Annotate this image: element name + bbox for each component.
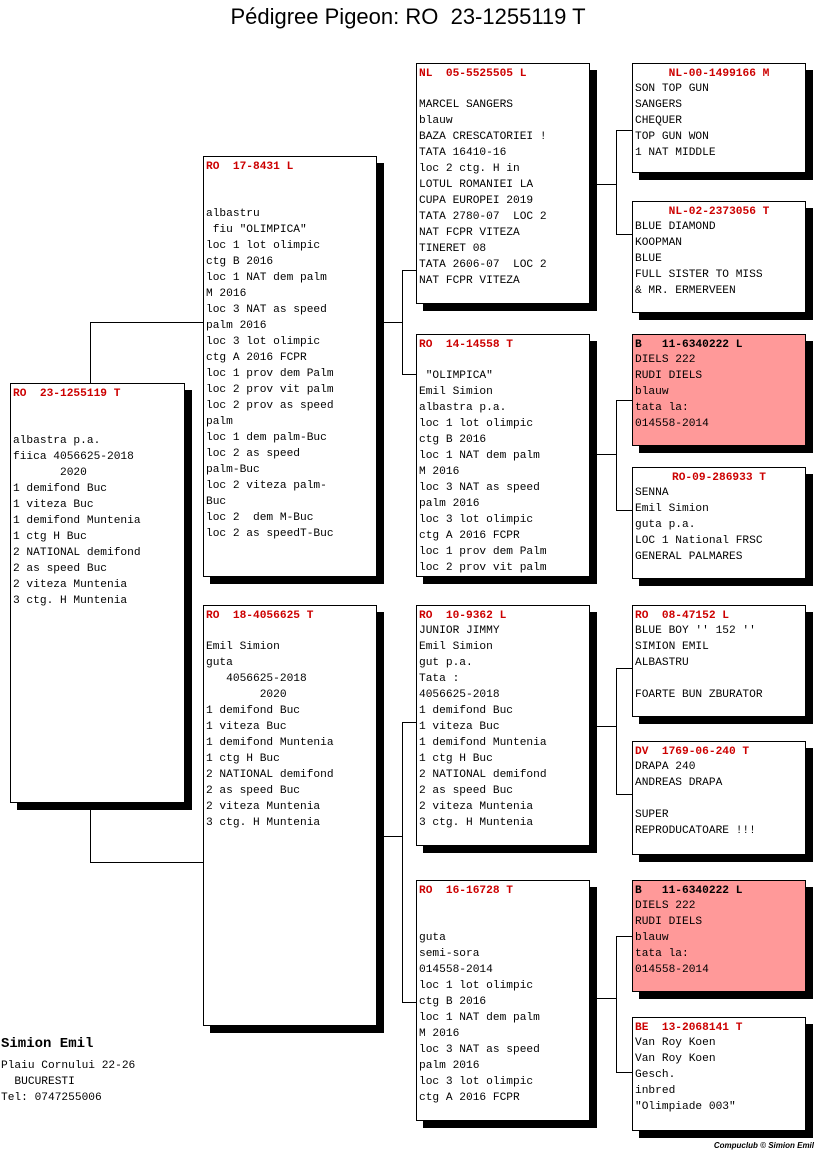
pedigree-line: 2020: [13, 467, 87, 479]
pedigree-line: tata la:: [635, 948, 689, 960]
ring-number: RO 10-9362 L: [419, 610, 507, 622]
connector-line: [376, 322, 402, 323]
connector-line: [616, 936, 617, 1072]
pedigree-line: palm 2016: [419, 498, 480, 510]
card-body: [633, 898, 805, 978]
pedigree-line: [419, 352, 589, 368]
pedigree-line: REPRODUCATOARE !!!: [635, 825, 756, 837]
owner-address: Plaiu Cornului 22-26: [1, 1060, 136, 1072]
connector-line: [90, 322, 204, 323]
pigeon-card-dds[interactable]: [632, 880, 806, 992]
connector-line: [589, 726, 616, 727]
pedigree-line: 2 NATIONAL demifond: [13, 547, 141, 559]
pedigree-line: semi-sora: [419, 948, 480, 960]
pedigree-line: 1 demifond Muntenia: [419, 737, 547, 749]
ring-number: DV 1769-06-240 T: [635, 746, 750, 758]
footer-credit: Compuclub © Simion Emil: [713, 1141, 814, 1150]
pedigree-line: 2 as speed Buc: [419, 785, 513, 797]
pedigree-line: [13, 401, 184, 417]
ring-number: RO 23-1255119 T: [13, 388, 121, 400]
pedigree-line: blauw: [419, 115, 453, 127]
pedigree-line: loc 2 as speed: [206, 448, 300, 460]
pedigree-line: SUPER: [635, 809, 669, 821]
ring-number: BE 13-2068141 T: [635, 1022, 743, 1034]
pedigree-line: 1 demifond Buc: [419, 705, 513, 717]
card-body: [417, 623, 589, 831]
pedigree-line: loc 2 dem M-Buc: [206, 512, 314, 524]
pedigree-line: NAT FCPR VITEZA: [419, 275, 520, 287]
pedigree-line: loc 3 lot olimpic: [206, 336, 321, 348]
pedigree-line: 2 viteza Muntenia: [419, 801, 534, 813]
pedigree-line: Emil Simion: [419, 386, 493, 398]
pigeon-card-dam-sire[interactable]: [416, 605, 590, 846]
pedigree-line: blauw: [635, 932, 669, 944]
pedigree-line: fiu "OLIMPICA": [206, 224, 307, 236]
card-body: [417, 81, 589, 289]
pedigree-line: palm 2016: [419, 1060, 480, 1072]
pedigree-line: 2 viteza Muntenia: [13, 579, 128, 591]
pedigree-line: loc 2 prov as speed: [206, 400, 334, 412]
pedigree-line: guta p.a.: [635, 519, 696, 531]
ring-number: NL-02-2373056 T: [668, 206, 770, 218]
pedigree-line: SIMION EMIL: [635, 641, 709, 653]
ring-number: RO 17-8431 L: [206, 161, 294, 173]
pedigree-line: Van Roy Koen: [635, 1053, 716, 1065]
pigeon-card-dss[interactable]: [632, 605, 806, 717]
pedigree-line: [419, 914, 589, 930]
pedigree-line: ctg A 2016 FCPR: [206, 352, 307, 364]
pedigree-line: loc 1 lot olimpic: [206, 240, 321, 252]
pedigree-line: "OLIMPICA": [419, 370, 493, 382]
owner-name: Simion Emil: [1, 1036, 94, 1052]
pedigree-line: SENNA: [635, 487, 669, 499]
pedigree-line: TINERET 08: [419, 243, 487, 255]
pedigree-line: RUDI DIELS: [635, 370, 703, 382]
card-body: [633, 759, 805, 839]
pedigree-line: loc 3 NAT as speed: [206, 304, 327, 316]
pedigree-line: TATA 2606-07 LOC 2: [419, 259, 547, 271]
pedigree-line: LOC 1 National FRSC: [635, 535, 763, 547]
pedigree-line: MARCEL SANGERS: [419, 99, 513, 111]
pedigree-line: fiica 4056625-2018: [13, 451, 134, 463]
owner-phone: Tel: 0747255006: [1, 1092, 102, 1104]
pedigree-line: 1 ctg H Buc: [419, 753, 493, 765]
pedigree-line: loc 1 dem palm-Buc: [206, 432, 327, 444]
pedigree-line: TATA 16410-16: [419, 147, 507, 159]
pedigree-line: BLUE DIAMOND: [635, 221, 716, 233]
pedigree-line: loc 3 NAT as speed: [419, 482, 540, 494]
pedigree-line: RUDI DIELS: [635, 916, 703, 928]
pedigree-line: loc 1 NAT dem palm: [206, 272, 327, 284]
pedigree-line: 1 viteza Buc: [13, 499, 94, 511]
pedigree-line: ctg B 2016: [419, 996, 487, 1008]
connector-line: [90, 862, 204, 863]
pedigree-line: [13, 417, 184, 433]
pedigree-line: FULL SISTER TO MISS: [635, 269, 763, 281]
pigeon-card-sire[interactable]: [203, 156, 377, 577]
pedigree-line: loc 1 lot olimpic: [419, 418, 534, 430]
pedigree-line: gut p.a.: [419, 657, 473, 669]
pigeon-card-sire-dam[interactable]: [416, 334, 590, 577]
pedigree-line: GENERAL PALMARES: [635, 551, 743, 563]
card-body: [633, 352, 805, 432]
pedigree-line: loc 3 lot olimpic: [419, 1076, 534, 1088]
card-body: [417, 352, 589, 576]
ring-number: RO 16-16728 T: [419, 885, 513, 897]
connector-line: [402, 270, 403, 374]
pedigree-line: loc 2 prov vit palm: [206, 384, 334, 396]
pedigree-line: DIELS 222: [635, 900, 696, 912]
connector-line: [616, 234, 632, 235]
pedigree-line: 1 ctg H Buc: [206, 753, 280, 765]
connector-line: [616, 668, 632, 669]
pedigree-line: BAZA CRESCATORIEI !: [419, 131, 547, 143]
pedigree-line: loc 2 ctg. H in: [419, 163, 520, 175]
pedigree-line: loc 2 prov vit palm: [419, 562, 547, 574]
pedigree-line: loc 1 NAT dem palm: [419, 1012, 540, 1024]
pedigree-line: 4056625-2018: [419, 689, 500, 701]
pedigree-line: Emil Simion: [206, 641, 280, 653]
connector-line: [616, 668, 617, 794]
pedigree-line: 2 NATIONAL demifond: [419, 769, 547, 781]
pedigree-line: 1 viteza Buc: [419, 721, 500, 733]
connector-line: [616, 130, 617, 234]
pedigree-line: DRAPA 240: [635, 761, 696, 773]
pedigree-line: [206, 190, 376, 206]
page-title: Pédigree Pigeon: RO 23-1255119 T: [230, 4, 586, 29]
pedigree-line: [419, 81, 589, 97]
pedigree-line: M 2016: [419, 466, 460, 478]
pedigree-line: loc 1 NAT dem palm: [419, 450, 540, 462]
pedigree-line: KOOPMAN: [635, 237, 682, 249]
pedigree-line: 014558-2014: [419, 964, 493, 976]
pedigree-line: SANGERS: [635, 99, 682, 111]
card-body: [204, 623, 376, 831]
card-body: [11, 401, 184, 609]
pedigree-line: 1 ctg H Buc: [13, 531, 87, 543]
pigeon-card-dam[interactable]: [203, 605, 377, 1026]
pedigree-line: M 2016: [419, 1028, 460, 1040]
pigeon-card-dsd[interactable]: [632, 741, 806, 855]
ring-number: B 11-6340222 L: [635, 885, 743, 897]
connector-line: [616, 400, 617, 510]
pedigree-line: Tata :: [419, 673, 460, 685]
connector-line: [90, 322, 91, 384]
pigeon-card-ssd[interactable]: [632, 201, 806, 313]
pedigree-line: 2 as speed Buc: [13, 563, 107, 575]
connector-line: [589, 454, 616, 455]
ring-number: RO-09-286933 T: [672, 472, 766, 484]
pedigree-line: 014558-2014: [635, 418, 709, 430]
pedigree-line: ctg A 2016 FCPR: [419, 1092, 520, 1104]
card-body: [633, 485, 805, 565]
pedigree-line: loc 1 prov dem Palm: [206, 368, 334, 380]
ring-number: RO 18-4056625 T: [206, 610, 314, 622]
card-body: [633, 81, 805, 161]
pedigree-line: TATA 2780-07 LOC 2: [419, 211, 547, 223]
pedigree-line: JUNIOR JIMMY: [419, 625, 500, 637]
pedigree-line: 014558-2014: [635, 964, 709, 976]
connector-line: [90, 802, 91, 862]
pedigree-line: TOP GUN WON: [635, 131, 709, 143]
pedigree-line: [419, 898, 589, 914]
pedigree-line: tata la:: [635, 402, 689, 414]
pedigree-line: ANDREAS DRAPA: [635, 777, 723, 789]
connector-line: [616, 510, 632, 511]
pedigree-line: [206, 623, 376, 639]
pedigree-line: 3 ctg. H Muntenia: [419, 817, 534, 829]
ring-number: RO 14-14558 T: [419, 339, 513, 351]
pedigree-line: loc 3 NAT as speed: [419, 1044, 540, 1056]
connector-line: [616, 794, 632, 795]
pedigree-line: albastru: [206, 208, 260, 220]
card-body: [633, 1035, 805, 1115]
pedigree-line: "Olimpiade 003": [635, 1101, 736, 1113]
pedigree-line: SON TOP GUN: [635, 83, 709, 95]
connector-line: [616, 936, 632, 937]
pedigree-line: 1 NAT MIDDLE: [635, 147, 716, 159]
pedigree-line: albastra p.a.: [13, 435, 101, 447]
pedigree-line: BLUE: [635, 253, 662, 265]
card-body: [417, 898, 589, 1106]
connector-line: [376, 836, 402, 837]
pedigree-line: 2 viteza Muntenia: [206, 801, 321, 813]
pedigree-line: inbred: [635, 1085, 676, 1097]
pedigree-line: 1 demifond Muntenia: [206, 737, 334, 749]
ring-number: NL 05-5525505 L: [419, 68, 527, 80]
pedigree-line: palm-Buc: [206, 464, 260, 476]
pedigree-line: loc 2 as speedT-Buc: [206, 528, 334, 540]
pigeon-card-sire-sire[interactable]: [416, 63, 590, 304]
pedigree-line: BLUE BOY '' 152 '': [635, 625, 756, 637]
pedigree-line: Buc: [206, 496, 227, 508]
pedigree-line: guta: [206, 657, 233, 669]
pedigree-line: palm 2016: [206, 320, 267, 332]
pedigree-line: Gesch.: [635, 1069, 676, 1081]
pedigree-line: 2 as speed Buc: [206, 785, 300, 797]
pigeon-card-sds[interactable]: [632, 334, 806, 446]
pedigree-line: CUPA EUROPEI 2019: [419, 195, 534, 207]
connector-line: [616, 1072, 632, 1073]
pedigree-line: 2020: [206, 689, 287, 701]
pedigree-line: FOARTE BUN ZBURATOR: [635, 689, 763, 701]
owner-city: BUCURESTI: [1, 1076, 75, 1088]
pedigree-line: loc 1 lot olimpic: [419, 980, 534, 992]
pigeon-card-sss[interactable]: [632, 63, 806, 173]
pigeon-card-subject[interactable]: [10, 383, 185, 803]
pedigree-line: loc 1 prov dem Palm: [419, 546, 547, 558]
pedigree-line: [635, 671, 805, 687]
pedigree-line: LOTUL ROMANIEI LA: [419, 179, 534, 191]
pedigree-line: Emil Simion: [419, 641, 493, 653]
ring-number: B 11-6340222 L: [635, 339, 743, 351]
pedigree-line: 1 demifond Muntenia: [13, 515, 141, 527]
pedigree-line: 3 ctg. H Muntenia: [13, 595, 128, 607]
pedigree-line: ctg A 2016 FCPR: [419, 530, 520, 542]
pedigree-line: M 2016: [206, 288, 247, 300]
pedigree-line: 3 ctg. H Muntenia: [206, 817, 321, 829]
pedigree-line: ALBASTRU: [635, 657, 689, 669]
connector-line: [616, 130, 632, 131]
pedigree-line: & MR. ERMERVEEN: [635, 285, 736, 297]
pedigree-line: guta: [419, 932, 446, 944]
card-body: [633, 623, 805, 703]
connector-line: [616, 400, 632, 401]
pedigree-line: ctg B 2016: [419, 434, 487, 446]
pedigree-line: palm: [206, 416, 233, 428]
pedigree-line: DIELS 222: [635, 354, 696, 366]
pedigree-line: 1 viteza Buc: [206, 721, 287, 733]
pedigree-line: NAT FCPR VITEZA: [419, 227, 520, 239]
connector-line: [402, 722, 403, 1002]
pigeon-card-sdd[interactable]: [632, 467, 806, 579]
ring-number: RO 08-47152 L: [635, 610, 729, 622]
pedigree-line: blauw: [635, 386, 669, 398]
pedigree-line: ctg B 2016: [206, 256, 274, 268]
ring-number: NL-00-1499166 M: [668, 68, 770, 80]
pedigree-line: albastra p.a.: [419, 402, 507, 414]
pedigree-line: 4056625-2018: [206, 673, 307, 685]
pigeon-card-dam-dam[interactable]: [416, 880, 590, 1121]
pedigree-line: 1 demifond Buc: [13, 483, 107, 495]
pedigree-line: 2 NATIONAL demifond: [206, 769, 334, 781]
connector-line: [589, 998, 616, 999]
pedigree-line: Emil Simion: [635, 503, 709, 515]
pedigree-line: Van Roy Koen: [635, 1037, 716, 1049]
pedigree-line: [635, 791, 805, 807]
pedigree-line: [206, 174, 376, 190]
pigeon-card-ddd[interactable]: [632, 1017, 806, 1131]
pedigree-line: 1 demifond Buc: [206, 705, 300, 717]
connector-line: [589, 184, 616, 185]
card-body: [204, 174, 376, 542]
pedigree-line: CHEQUER: [635, 115, 682, 127]
pedigree-line: loc 3 lot olimpic: [419, 514, 534, 526]
card-body: [633, 219, 805, 299]
pedigree-line: loc 2 viteza palm-: [206, 480, 327, 492]
